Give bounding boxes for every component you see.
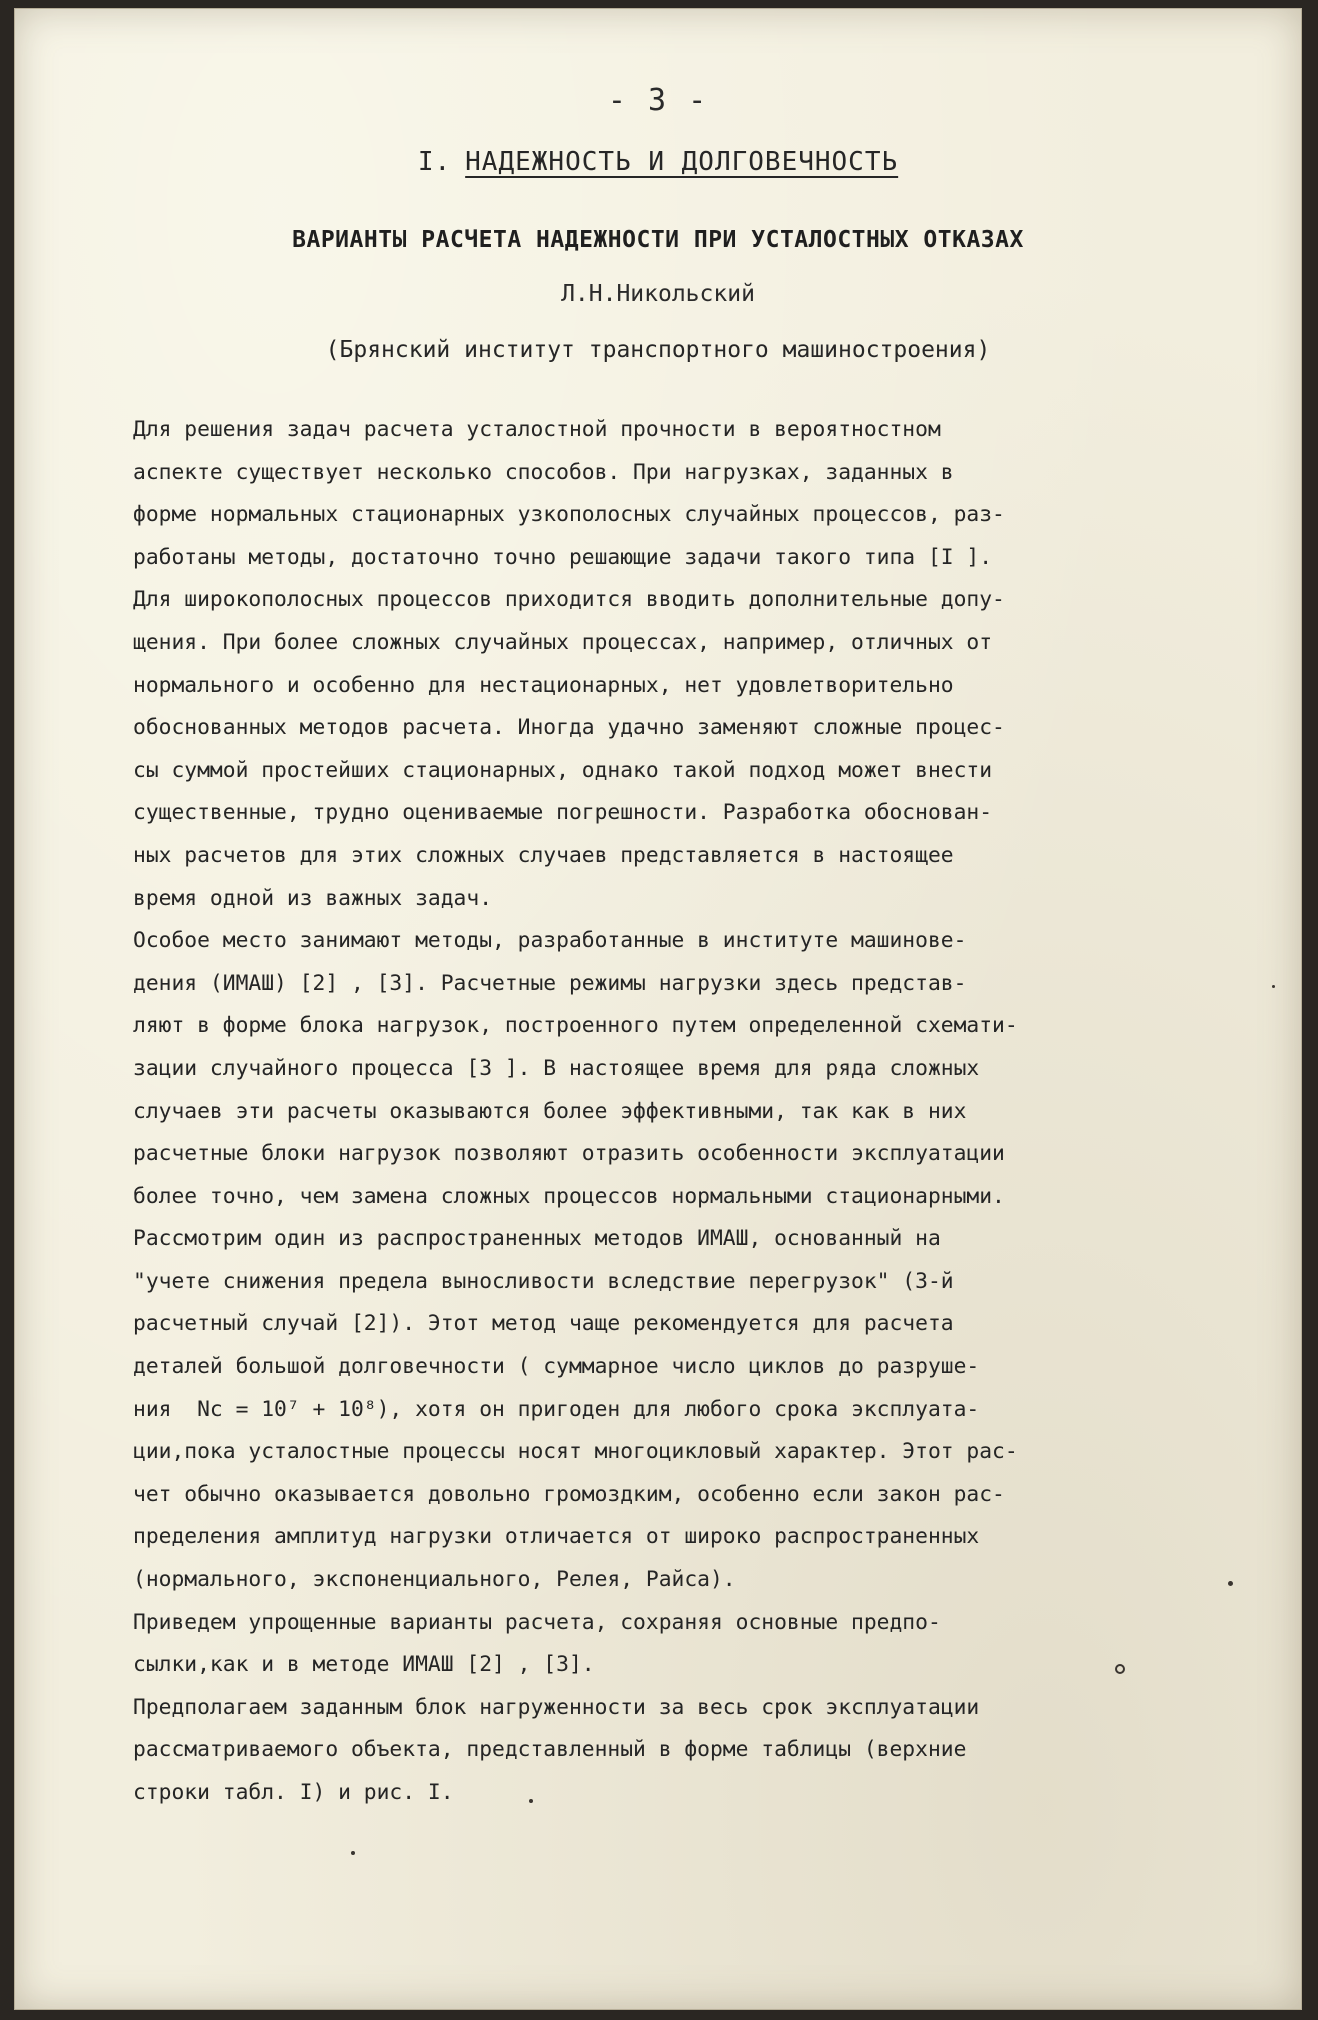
page-number: - 3 -: [607, 83, 709, 118]
text-line: деталей большой долговечности ( суммарное число циклов до разруше-: [133, 1354, 980, 1380]
text-line: сы суммой простейших стационарных, однако такой подход может внести: [133, 757, 993, 783]
text-line: ляют в форме блока нагрузок, построенного путем определенной схемати-: [133, 1013, 1018, 1039]
text-line: Особое место занимают методы, разработанные в институте машинове-: [133, 928, 967, 954]
text-line: нормального и особенно для нестационарных, нет удовлетворительно: [133, 672, 954, 698]
text-line: пределения амплитуд нагрузки отличается от широко распространенных: [133, 1524, 980, 1550]
text-line: "учете снижения предела выносливости вследствие перегрузок" (3-й: [133, 1268, 954, 1294]
text-line: расчетные блоки нагрузок позволяют отразить особенности эксплуатации: [133, 1141, 1005, 1167]
text-line: случаев эти расчеты оказываются более эффективными, так как в них: [133, 1098, 967, 1124]
text-line: ции,пока усталостные процессы носят многоцикловый характер. Этот рас-: [133, 1439, 1018, 1465]
text-line: расчетный случай [2]). Этот метод чаще рекомендуется для расчета: [133, 1311, 954, 1337]
text-line: Для решения задач расчета усталостной прочности в вероятностном: [133, 417, 941, 442]
text-line: Рассмотрим один из распространенных методов ИМАШ, основанный на: [133, 1226, 941, 1252]
text-line: щения. При более сложных случайных процессах, например, отличных от: [133, 629, 993, 655]
text-line: чет обычно оказывается довольно громоздким, особенно если закон рас-: [133, 1481, 1005, 1507]
section-heading: [15, 147, 1301, 177]
text-line: зации случайного процесса [3 ]. В настоящее время для ряда сложных: [133, 1055, 980, 1081]
text-line: время одной из важных задач.: [133, 885, 493, 911]
text-line: аспекте существует несколько способов. При нагрузках, заданных в: [133, 459, 954, 485]
text-line: (нормального, экспоненциального, Релея, Райса).: [133, 1567, 736, 1593]
text-line: сылки,как и в методе ИМАШ [2] , [3].: [133, 1652, 595, 1678]
body-text: [133, 409, 1293, 1815]
text-line: Для широкополосных процессов приходится вводить дополнительные допу-: [133, 587, 1005, 613]
text-line: существенные, трудно оцениваемые погрешности. Разработка обоснован-: [133, 800, 993, 826]
section-number: I.: [417, 147, 452, 177]
document-page: [14, 8, 1302, 2010]
text-line: ния Nc = 10⁷ + 10⁸), хотя он пригоден для любого срока эксплуата-: [133, 1396, 980, 1422]
text-line: форме нормальных стационарных узкополосных случайных процессов, раз-: [133, 502, 1005, 528]
text-line: Предполагаем заданным блок нагруженности за весь срок эксплуатации: [133, 1694, 980, 1720]
text-line: работаны методы, достаточно точно решающие задачи такого типа [I ].: [133, 544, 993, 570]
text-line: обоснованных методов расчета. Иногда удачно заменяют сложные процес-: [133, 715, 1005, 741]
section-title: НАДЕЖНОСТЬ И ДОЛГОВЕЧНОСТЬ: [465, 147, 899, 177]
ink-speck: [529, 1799, 533, 1803]
ink-speck: [1228, 1581, 1233, 1586]
ink-speck: [351, 1851, 355, 1855]
article-title: ВАРИАНТЫ РАСЧЕТА НАДЕЖНОСТИ ПРИ УСТАЛОСТНЫХ ОТКАЗАХ: [292, 227, 1024, 253]
author-name: Л.Н.Никольский: [561, 281, 755, 307]
text-line: ных расчетов для этих сложных случаев представляется в настоящее: [133, 842, 954, 868]
text-line: дения (ИМАШ) [2] , [3]. Расчетные режимы нагрузки здесь представ-: [133, 970, 967, 996]
author-affiliation: (Брянский институт транспортного машиностроения): [325, 337, 991, 363]
text-line: более точно, чем замена сложных процессов нормальными стационарными.: [133, 1183, 1005, 1209]
text-line: Приведем упрощенные варианты расчета, сохраняя основные предпо-: [133, 1609, 941, 1635]
ink-speck: [1272, 985, 1275, 988]
text-line: рассматриваемого объекта, представленный в форме таблицы (верхние: [133, 1737, 967, 1763]
text-line: строки табл. I) и рис. I.: [133, 1780, 454, 1805]
ink-speck: [1115, 1664, 1125, 1674]
